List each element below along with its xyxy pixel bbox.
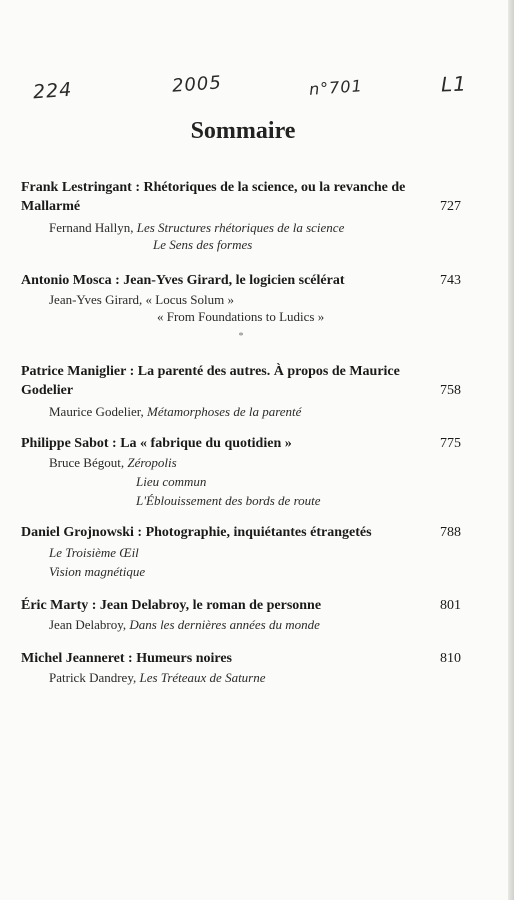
reviewed-author: Jean Delabroy, <box>49 617 127 632</box>
entry-page-number: 743 <box>440 273 461 288</box>
entry-page-number: 788 <box>440 525 461 540</box>
entry-heading: Michel Jeanneret : Humeurs noires <box>21 651 233 666</box>
entry-page-number: 810 <box>440 651 461 666</box>
toc-entry <box>21 362 461 420</box>
toc-entry <box>21 434 461 509</box>
entry-subline <box>21 291 461 308</box>
toc-entry <box>21 271 461 325</box>
entry-subline <box>21 669 461 686</box>
entry-heading: Patrice Maniglier : La parenté des autres. À propos de Maurice Godelier <box>21 364 400 398</box>
handwritten-note: L1 <box>440 71 468 97</box>
entry-subline <box>21 236 461 253</box>
reviewed-work: Le Troisième Œil <box>49 545 139 560</box>
entry-page-number: 727 <box>440 199 461 214</box>
entry-subline <box>21 473 461 490</box>
toc-entry <box>21 178 461 253</box>
reviewed-work: Le Sens des formes <box>153 237 253 252</box>
table-of-contents <box>21 178 461 686</box>
entry-subline <box>21 544 461 561</box>
toc-entry <box>21 649 461 686</box>
reviewed-work: « From Foundations to Ludics » <box>157 309 325 324</box>
reviewed-author: Jean-Yves Girard, <box>49 292 143 307</box>
entry-subline <box>21 563 461 580</box>
reviewed-work: Vision magnétique <box>49 564 146 579</box>
reviewed-author: Fernand Hallyn, <box>49 220 134 235</box>
reviewed-work: Lieu commun <box>136 474 207 489</box>
handwritten-note: 224 <box>32 78 73 104</box>
entry-subline <box>21 616 461 633</box>
reviewed-work: Métamorphoses de la parenté <box>147 404 302 419</box>
entry-subline <box>21 403 461 420</box>
page-title: Sommaire <box>190 118 296 144</box>
entry-page-number: 758 <box>440 383 461 398</box>
handwritten-annotations <box>0 70 514 110</box>
entry-page-number: 801 <box>440 598 461 613</box>
entry-heading: Frank Lestringant : Rhétoriques de la science, ou la revanche de Mallarmé <box>21 180 406 214</box>
reviewed-work: L'Éblouissement des bords de route <box>136 493 321 508</box>
entry-subline <box>21 308 461 325</box>
entry-subline <box>21 454 461 471</box>
entry-subline <box>21 219 461 236</box>
entry-subline <box>21 492 461 509</box>
handwritten-note: 2005 <box>171 72 223 97</box>
handwritten-note: n°701 <box>308 76 364 99</box>
entry-page-number: 775 <box>440 436 461 451</box>
reviewed-author: Maurice Godelier, <box>49 404 144 419</box>
toc-entry <box>21 523 461 580</box>
reviewed-work: Zéropolis <box>127 455 177 470</box>
entry-heading: Antonio Mosca : Jean-Yves Girard, le logicien scélérat <box>21 273 345 288</box>
reviewed-work: Dans les dernières années du monde <box>129 617 320 632</box>
reviewed-work: Les Tréteaux de Saturne <box>139 670 266 685</box>
entry-heading: Éric Marty : Jean Delabroy, le roman de personne <box>21 598 322 613</box>
reviewed-work: Les Structures rhétoriques de la science <box>136 220 345 235</box>
entry-heading: Daniel Grojnowski : Photographie, inquiétantes étrangetés <box>21 525 372 540</box>
section-separator: * <box>238 331 244 342</box>
reviewed-author: Bruce Bégout, <box>49 455 125 470</box>
reviewed-author: Patrick Dandrey, <box>49 670 137 685</box>
toc-entry <box>21 596 461 633</box>
entry-heading: Philippe Sabot : La « fabrique du quotidien » <box>21 436 292 451</box>
page-edge <box>508 0 514 900</box>
reviewed-work: « Locus Solum » <box>145 292 235 307</box>
